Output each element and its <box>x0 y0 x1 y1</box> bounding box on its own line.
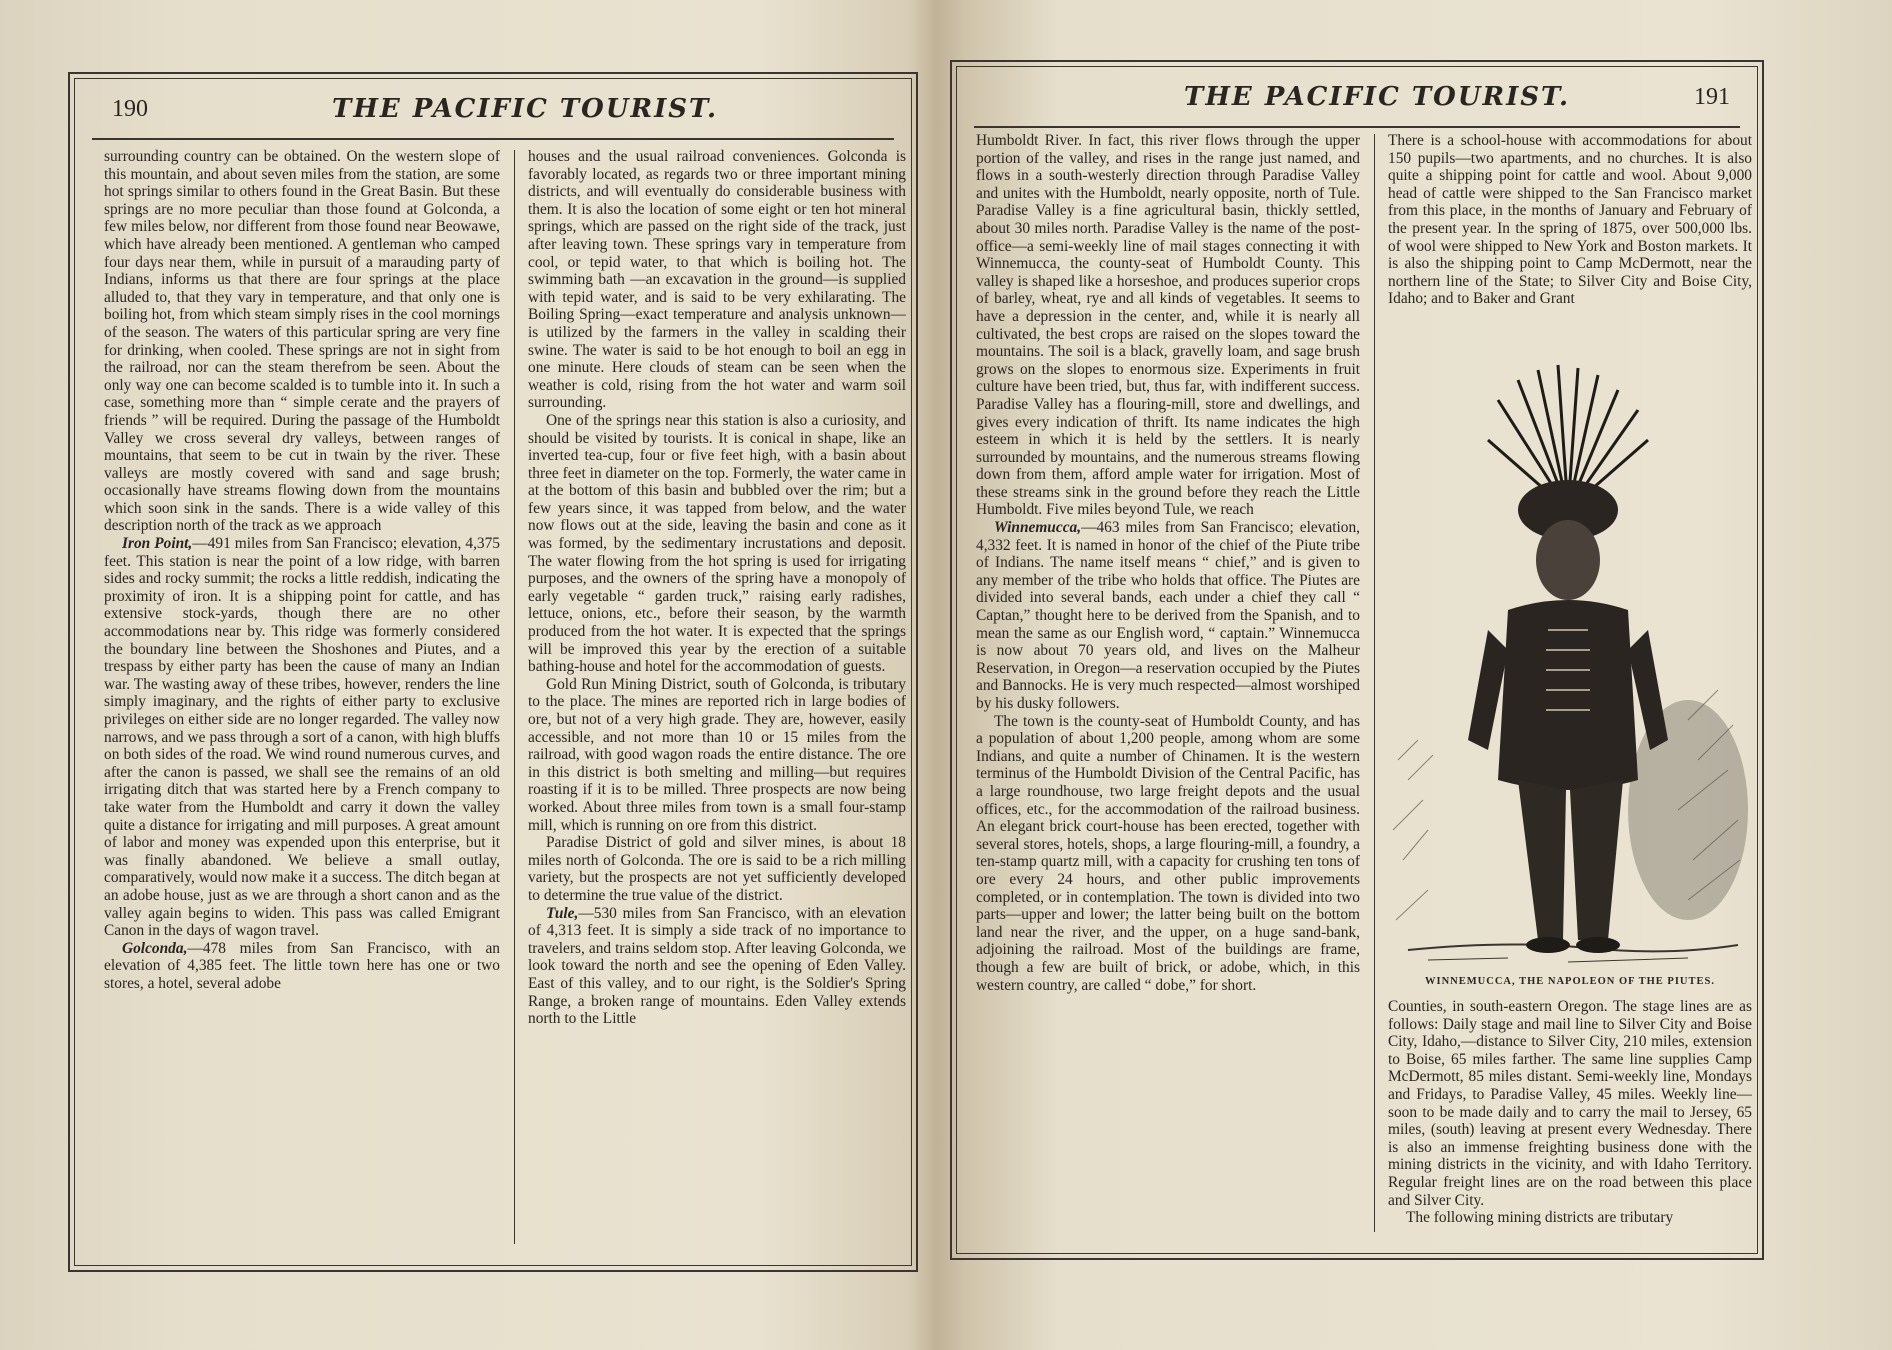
winnemucca-portrait-engraving <box>1388 360 1752 970</box>
column-rule <box>1374 134 1375 1232</box>
paragraph-text: —463 miles from San Francisco; elevation, 4,332 feet. It is named in honor of the chief of the Piute tribe of Indians. The name itself means “ chief,” and is given to any member of the tribe who holds that office. The Piutes are divided into several bands, each under a chief they call “ Captan,” thought here to be derived from the Spanish, and to mean the same as our English word, “ captain.” Winnemucca is now about 70 years old, and lives on the Malheur Reservation, in Oregon—a reservation occupied by the Piutes and Bannocks. He is very much respected—almost worshiped by his dusky followers. <box>976 519 1360 712</box>
paragraph <box>528 412 906 676</box>
paragraph <box>104 535 500 940</box>
paragraph <box>976 519 1360 713</box>
paragraph-text: —478 miles from San Francisco, with an elevation of 4,385 feet. The little town here has one or two stores, a hotel, several adobe <box>104 939 500 992</box>
station-heading: Winnemucca, <box>994 519 1082 537</box>
illustration-caption: WINNEMUCCA, THE NAPOLEON OF THE PIUTES. <box>1425 976 1715 987</box>
paragraph <box>528 905 906 1028</box>
paragraph <box>104 940 500 993</box>
text-column-right-1 <box>976 132 1360 1240</box>
page-header <box>92 90 894 140</box>
paragraph <box>1388 132 1752 308</box>
right-page <box>950 60 1764 1260</box>
paragraph <box>104 148 500 535</box>
paragraph <box>1388 1209 1752 1227</box>
station-heading: Tule, <box>546 904 579 922</box>
left-page <box>68 72 918 1272</box>
paragraph-text: —491 miles from San Francisco; elevation, 4,375 feet. This station is near the point of a low ridge, with barren sides and rocky summit; the rocks a little reddish, indicating the proximity of iron. It is a shipping point for cattle, and has extensive stock-yards, though there are no other accommodations near by. This ridge was formerly considered the boundary line between the Shoshones and Piutes, and a trespass by either party has been the cause of many an Indian war. The wasting away of these tribes, however, renders the line simply imaginary, and the rights of either party to exclusive privileges on either side are no longer regarded. The valley now narrows, and we pass through a sort of a canon, with high bluffs on both sides of the road. We wind round numerous curves, and after the canon is passed, we shall see the remains of an old irrigating ditch that was started here by a French company to take water from the Humboldt and carry it down the valley quite a distance for irrigating and mill purposes. A great amount of labor and money was expended upon this enterprise, but it was finally abandoned. We believe a small outlay, comparatively, would now make it a success. The ditch began at an adobe house, just as we are through a short canon and as the valley again begins to widen. This pass was called Emigrant Canon in the days of wagon travel. <box>104 535 500 940</box>
paragraph-text: The following mining districts are tributary <box>1406 1209 1674 1227</box>
station-heading: Golconda, <box>122 939 188 957</box>
column-rule <box>514 150 515 1244</box>
paragraph-text: houses and the usual railroad conveniences. Golconda is favorably located, as regards two or three important mining districts, and will eventually do considerable business with them. It is also the location of some eight or ten hot mineral springs, which are passed on the right side of the track, just after leaving town. These springs vary in temperature from cool, or tepid water, to that which is boiling hot. The swimming bath —an excavation in the ground—is supplied with tepid water, and is said to be very exhilarating. The Boiling Spring—exact temperature and analysis unknown—is utilized by the farmers in the valley in scalding their swine. The water is said to be hot enough to boil an egg in one minute. Here clouds of steam can be seen when the weather is cold, rising from the hot water and warm soil surrounding. <box>528 148 906 412</box>
paragraph <box>1388 998 1752 1209</box>
paragraph <box>976 132 1360 519</box>
station-heading: Iron Point, <box>122 535 193 553</box>
running-title: THE PACIFIC TOURIST. <box>332 94 719 124</box>
page-number: 190 <box>112 96 148 122</box>
running-title: THE PACIFIC TOURIST. <box>1184 82 1571 112</box>
paragraph <box>976 713 1360 995</box>
text-column-right-2-top <box>1388 132 1752 350</box>
paragraph-text: There is a school-house with accommodations for about 150 pupils—two apartments, and no churches. It is also quite a shipping point for cattle and wool. About 9,000 head of cattle were shipped to the San Francisco market from this place, in the months of January and February of the present year. In the spring of 1875, over 500,000 lbs. of wool were shipped to New York and Boston markets. It is also the shipping point to Camp McDermott, near the northern line of the State; to Silver City and Boise City, Idaho; and to Baker and Grant <box>1388 132 1752 308</box>
text-column-right-2-bottom <box>1388 998 1752 1240</box>
paragraph-text: surrounding country can be obtained. On the western slope of this mountain, and about seven miles from the station, are some hot springs similar to others found in the Great Basin. But these springs are no more peculiar than those found at Golconda, a few miles below, nor different from those found near Beowawe, which have already been mentioned. A gentleman who camped four days near them, while in pursuit of a marauding party of Indians, informs us that there are four springs at the place alluded to, that they vary in temperature, and that only one is boiling hot, from which steam simply rises in the cool mornings of the season. The waters of this particular spring are very fine for drinking, when cooled. These springs are not in sight from the railroad, nor can the steam therefrom be seen. About the only way one can become scalded is to tumble into it. In such a case, something more than “ simple cerate and the prayers of friends ” will be required. During the passage of the Humboldt Valley we cross several dry valleys, between ranges of mountains, that seem to be cut in twain by the river. These valleys are mostly covered with sand and sage brush; occasionally have streams flowing down from the mountains which soon sink in the sands. There is a wide valley of this description north of the track as we approach <box>104 148 500 535</box>
paragraph-text: Humboldt River. In fact, this river flows through the upper portion of the valley, and rises in the range just named, and flows in a south-westerly direction through Paradise Valley and unites with the Humboldt, nearly opposite, north of Tule. Paradise Valley is a fine agricultural basin, thickly settled, about 30 miles north. Paradise Valley is the name of the post-office—a semi-weekly line of mail stages connecting it with Winnemucca, the county-seat of Humboldt County. This valley is shaped like a horseshoe, and produces superior crops of barley, wheat, rye and all kinds of vegetables. It seems to have a depression in the center, and, while it is nearly all cultivated, the best crops are raised on the slopes toward the mountains. The soil is a black, gravelly loam, and sage brush grows on the slopes to enormous size. Experiments in fruit culture have been tried, but, thus far, with indifferent success. Paradise Valley has a flouring-mill, store and dwellings, and gives every indication of thrift. Its name indicates the high esteem in which it is held by the settlers. It is nearly surrounded by mountains, and the numerous streams flowing down from them, afford ample water for irrigation. Most of these streams sink in the ground before they reach the Little Humboldt. Five miles beyond Tule, we reach <box>976 132 1360 519</box>
paragraph <box>528 834 906 904</box>
paragraph-text: Gold Run Mining District, south of Golconda, is tributary to the place. The mines are reported rich in large bodies of ore, but not of a very high grade. They are, however, easily accessible, and not more than 10 or 15 miles from the railroad, with good wagon roads the entire distance. The ore in this district is both smelting and milling—but requires roasting if it is to be milled. Three prospects are now being worked. About three miles from town is a small four-stamp mill, which is running on ore from this district. <box>528 675 906 834</box>
paragraph <box>528 676 906 834</box>
paragraph-text: Paradise District of gold and silver mines, is about 18 miles north of Golconda. The ore is said to be a rich milling variety, but the prospects are not yet sufficiently developed to determine the true value of the district. <box>528 834 906 904</box>
text-column-left-1 <box>104 148 500 1252</box>
page-number: 191 <box>1694 84 1730 110</box>
paragraph-text: Counties, in south-eastern Oregon. The stage lines are as follows: Daily stage and mail line to Silver City and Boise City, Idaho,—distance to Silver City, 210 miles, extension to Boise, 65 miles farther. The same line supplies Camp McDermott, 85 miles distant. Semi-weekly line, Mondays and Fridays, to Paradise Valley, 45 miles. Weekly line—soon to be made daily and to carry the mail to Jersey, 65 miles, (south) leaving at present every Wednesday. There is also an immense freighting business done with the mining districts in the vicinity, and with Idaho Territory. Regular freight lines are on the road between this place and Silver City. <box>1388 998 1752 1209</box>
paragraph <box>528 148 906 412</box>
text-column-left-2 <box>528 148 906 1252</box>
page-header <box>974 78 1740 128</box>
paragraph-text: The town is the county-seat of Humboldt County, and has a population of about 1,200 people, among whom are some Indians, and quite a number of Chinamen. It is the western terminus of the Humboldt Division of the Central Pacific, has a large roundhouse, two large freight depots and the usual offices, etc., for the accommodation of the railroad business. An elegant brick court-house has been erected, together with several stores, hotels, shops, a large flouring-mill, a foundry, a ten-stamp quartz mill, with a capacity for crushing ten tons of ore every 24 hours, and other public improvements completed, or in contemplation. The town is divided into two parts—upper and lower; the latter being built on the bottom land near the river, and the upper, on a huge sand-bank, adjoining the railroad. Most of the buildings are frame, though a few are built of brick, or adobe, which, in this western country, are called “ dobe,” for short. <box>976 712 1360 994</box>
paragraph-text: —530 miles from San Francisco, with an elevation of 4,313 feet. It is simply a side track of no importance to travelers, and trains seldom stop. After leaving Golconda, we look toward the north and see the opening of Eden Valley. East of this valley, and to our right, is the Soldier's Spring Range, a broken range of mountains. Eden Valley extends north to the Little <box>528 904 906 1028</box>
paragraph-text: One of the springs near this station is also a curiosity, and should be visited by tourists. It is conical in shape, like an inverted tea-cup, four or five feet high, with a basin about three feet in diameter on the top. Formerly, the water came in at the bottom of this basin and bubbled over the rim; but a few years since, it was tapped from below, and the water now flows out at the side, leaving the basin and cone as it was formed, by the sedimentary incrustations and deposit. The water flowing from the hot spring is used for irrigating purposes, and the owners of the spring have a monopoly of early vegetable “ garden truck,” raising early radishes, lettuce, onions, etc., before their season, by the warmth produced from the hot water. It is expected that the springs will be improved this year by the erection of a suitable bathing-house and hotel for the accommodation of guests. <box>528 411 906 676</box>
